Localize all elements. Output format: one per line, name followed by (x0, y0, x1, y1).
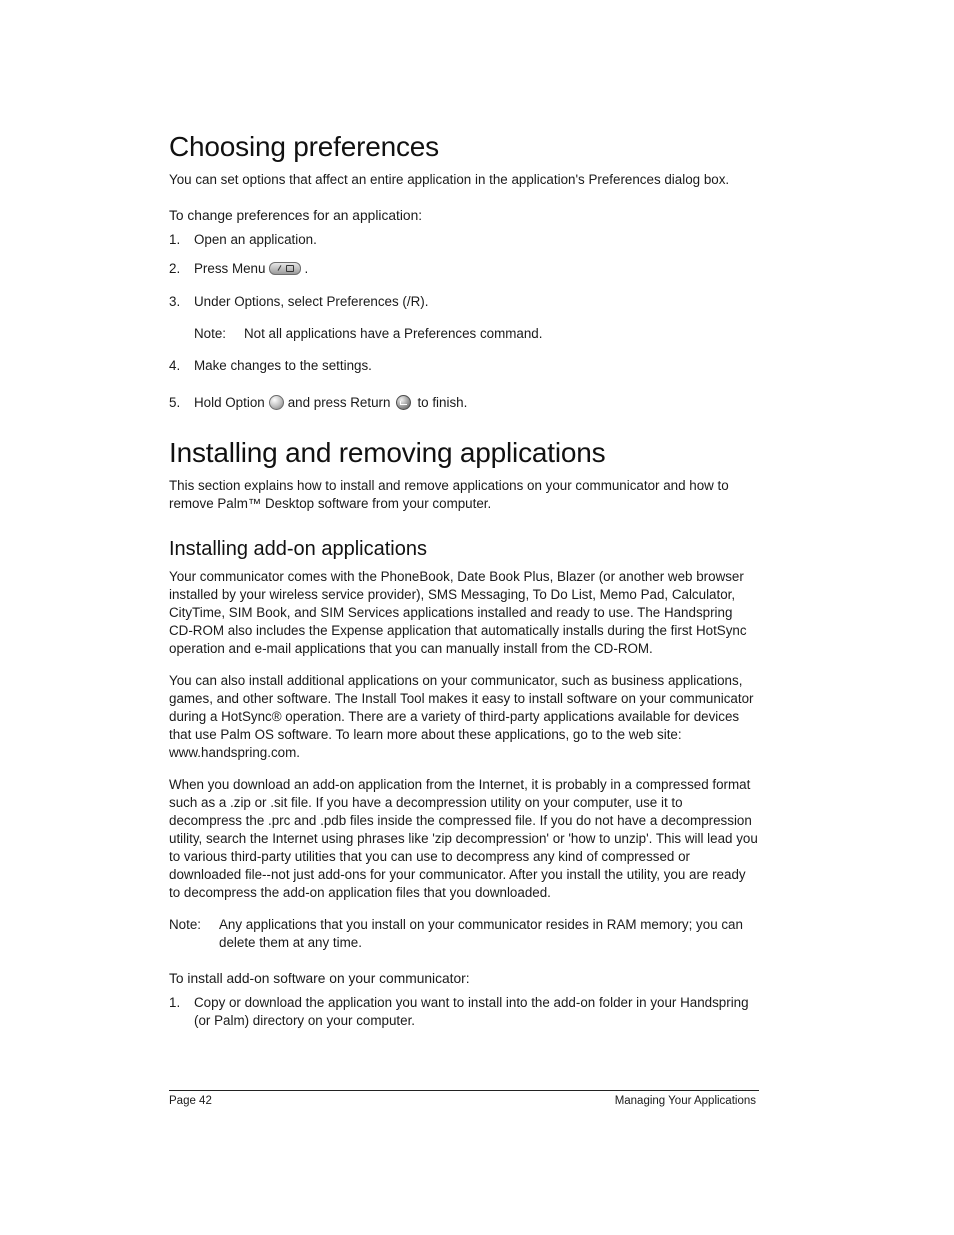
section-title-installing-removing: Installing and removing applications (169, 437, 606, 468)
step-text (194, 394, 759, 412)
footer-page-number: Page 42 (169, 1095, 212, 1107)
step-number: 5. (169, 395, 181, 410)
step-text: Under Options, select Preferences (/R). (194, 294, 429, 309)
step-text-part: . (304, 261, 309, 276)
footer-chapter-title: Managing Your Applications (614, 1095, 756, 1107)
section-intro: This section explains how to install and remove applications on your communicator and how to remove Palm™ Desktop software from your computer. (169, 478, 729, 511)
step-number: 2. (169, 261, 181, 276)
step-number: 1. (169, 232, 181, 247)
paragraph: You can also install additional applications on your communicator, such as business applications, games, and other software. The Install Tool makes it easy to install software on your communicator during a HotSync® operation. There are a variety of third-party applications available for devices that use Palm OS software. To learn more about these applications, go to the web site: www.handspring.com. (169, 673, 754, 760)
section-title-choosing-preferences: Choosing preferences (169, 131, 439, 162)
return-button-icon (396, 395, 411, 410)
option-button-icon (269, 395, 284, 410)
step-number: 4. (169, 358, 181, 373)
footer-divider (169, 1090, 759, 1091)
step-number: 1. (169, 995, 181, 1010)
step-text: Make changes to the settings. (194, 358, 372, 373)
menu-button-icon (269, 262, 301, 275)
step-number: 3. (169, 294, 181, 309)
note-text: Not all applications have a Preferences command. (244, 326, 543, 341)
note-label: Note: (194, 326, 227, 341)
step-text (194, 260, 759, 278)
procedure-title: To change preferences for an application: (169, 208, 423, 223)
subsection-title-add-on: Installing add-on applications (169, 538, 427, 560)
step-text: Copy or download the application you want to install into the add-on folder in your Handspring (or Palm) directory on your computer. (194, 995, 749, 1028)
step-text-part: Hold Option (194, 395, 265, 410)
note-label: Note: (169, 917, 202, 932)
paragraph: When you download an add-on application from the Internet, it is probably in a compressed format such as a .zip or .sit file. If you have a decompression utility on your computer, use it to decompress the .prc and .pdb files inside the compressed file. If you do not have a decompression utility, search the Internet using phrases like 'zip decompression' or 'how to unzip'. This will lead you to various third-party utilities that you can use to decompress any kind of compressed or downloaded file--not just add-ons for your communicator. After you install the utility, you are ready to decompress the add-on application files that you downloaded. (169, 777, 758, 900)
section-intro: You can set options that affect an entire application in the application's Preferences dialog box. (169, 172, 730, 187)
note-text: Any applications that you install on your communicator resides in RAM memory; you can delete them at any time. (219, 917, 743, 950)
step-text-part: Press Menu (194, 261, 266, 276)
step-text-part: to finish. (417, 395, 468, 410)
step-text-part: and press Return (287, 395, 391, 410)
paragraph: Your communicator comes with the PhoneBook, Date Book Plus, Blazer (or another web browser installed by your wireless service provider), SMS Messaging, To Do List, Memo Pad, Calculator, CityTime, SIM Book, and SIM Services applications installed and ready to use. The Handspring CD-ROM also includes the Expense application that automatically installs during the first HotSync operation and e-mail applications that you can manually install from the CD-ROM. (169, 569, 747, 656)
step-text: Open an application. (194, 232, 317, 247)
procedure-title: To install add-on software on your communicator: (169, 971, 470, 986)
